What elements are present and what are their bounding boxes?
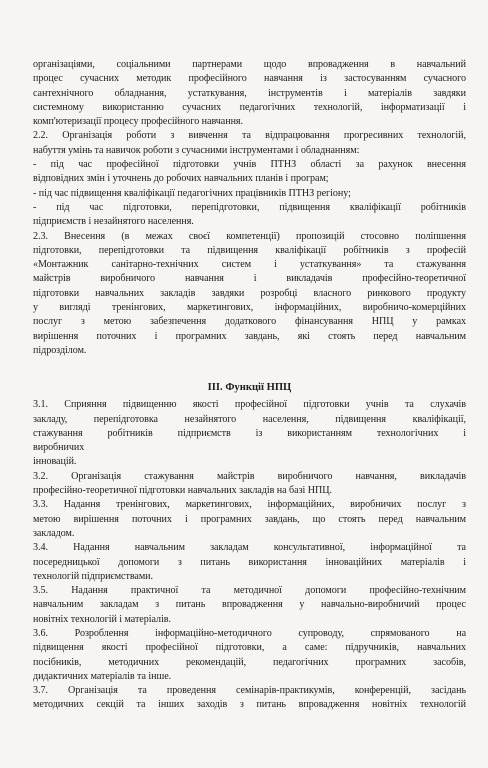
- text-line: закладу, перепідготовка незайнятого населення, підвищення кваліфікації,: [33, 413, 466, 425]
- text-line: 3.2. Організація стажування майстрів виробничого навчання, викладачів: [33, 470, 466, 482]
- text-line: системному використанню сучасних педагогічних технологій, інформатизації і: [33, 101, 466, 113]
- text-line: «Монтажник санітарно-технічних систем і устаткування» та стажування: [33, 259, 466, 271]
- text-line: інновацій.: [33, 456, 77, 468]
- text-line: підготовки навчальних закладів завдяки розробці власного ринкового продукту: [33, 287, 466, 299]
- text-line: закладом.: [33, 527, 75, 539]
- text-line: дидактичних матеріалів та інше.: [33, 670, 172, 682]
- text-line: 2.2. Організація роботи з вивчення та відпрацювання прогресивних технологій,: [33, 130, 466, 142]
- text-line: набуття умінь та навичок роботи з сучасними інструментами і обладнанням:: [33, 144, 360, 156]
- text-line: послуг з метою забезпечення додаткового фінансування НПЦ у рамках: [33, 316, 466, 328]
- text-line: 3.6. Розроблення інформаційно-методичного супроводу, спрямованого на: [33, 627, 466, 639]
- text-line: - під час професійної підготовки учнів ПТНЗ області за рахунок внесення: [33, 159, 466, 171]
- text-line: підприємств і незайнятого населення.: [33, 216, 194, 228]
- text-line: організаціями, соціальними партнерами щодо впровадження в навчальний: [33, 59, 466, 70]
- text-line: відповідних змін і уточнень до робочих навчальних планів і програм;: [33, 173, 329, 185]
- section-3-heading: III. Функції НПЦ: [207, 382, 292, 394]
- text-line: підготовки, перепідготовки та підвищення кваліфікації робітників з професій: [33, 244, 466, 256]
- text-line: комп'ютеризації процесу професійного навчання.: [33, 116, 243, 128]
- text-line: 3.4. Надання навчальним закладам консультативної, інформаційної та: [33, 542, 466, 554]
- text-line: вирішення поточних і програмних завдань, які стоять перед навчальним: [33, 330, 466, 342]
- text-line: технологій підприємствами.: [33, 570, 154, 582]
- text-line: 3.7. Організація та проведення семінарів-практикумів, конференцій, засідань: [33, 685, 466, 697]
- text-line: 3.1. Сприяння підвищенню якості професійної підготовки учнів та слухачів: [33, 399, 466, 411]
- section-3-text: [33, 398, 466, 713]
- text-line: підвищення якості професійної підготовки, а саме: підручників, навчальних: [33, 642, 466, 654]
- text-line: майстрів виробничого навчання і викладачів професійно-теоретичної: [33, 273, 466, 285]
- text-line: навчальним закладам з питань впровадження у навчально-виробничий процес: [33, 599, 466, 611]
- text-line: виробничих: [33, 442, 85, 454]
- text-line: у вигляді тренінгових, маркетингових, інформаційних, виробничо-комерційних: [33, 302, 466, 314]
- text-line: посередницької допомоги з питань використання інноваційних матеріалів і: [33, 556, 466, 568]
- text-line: стажування робітників підприємств із використанням технологічних і: [33, 427, 466, 439]
- text-line: підрозділом.: [33, 344, 87, 356]
- text-line: професійно-теоретичної підготовки навчальних закладів на базі НПЦ.: [33, 485, 332, 497]
- text-line: метою вирішення поточних і програмних завдань, що стоять перед навчальним: [33, 513, 466, 525]
- text-line: посібників, методичних рекомендацій, педагогічних програмних засобів,: [33, 656, 466, 668]
- text-line: новітніх технологій і матеріалів.: [33, 613, 171, 625]
- text-line: сантехнічного обладнання, устаткування, інструментів і матеріалів завдяки: [33, 87, 466, 99]
- text-line: 2.3. Внесення (в межах своєї компетенції) пропозицій стосовно поліпшення: [33, 230, 466, 242]
- text-line: методичних секцій та інших заходів з питань впровадження новітніх технологій: [33, 699, 466, 711]
- text-line: 3.5. Надання практичної та методичної допомоги професійно-технічним: [33, 585, 466, 597]
- text-line: 3.3. Надання тренінгових, маркетингових, інформаційних, виробничих послуг з: [33, 499, 466, 511]
- text-line: процес сучасних методик професійного навчання із застосуванням сучасного: [33, 73, 466, 85]
- text-line: - під час підвищення кваліфікації педагогічних працівників ПТНЗ регіону;: [33, 187, 351, 199]
- section-2-text: [33, 58, 466, 358]
- text-line: - під час підготовки, перепідготовки, підвищення кваліфікації робітників: [33, 201, 466, 213]
